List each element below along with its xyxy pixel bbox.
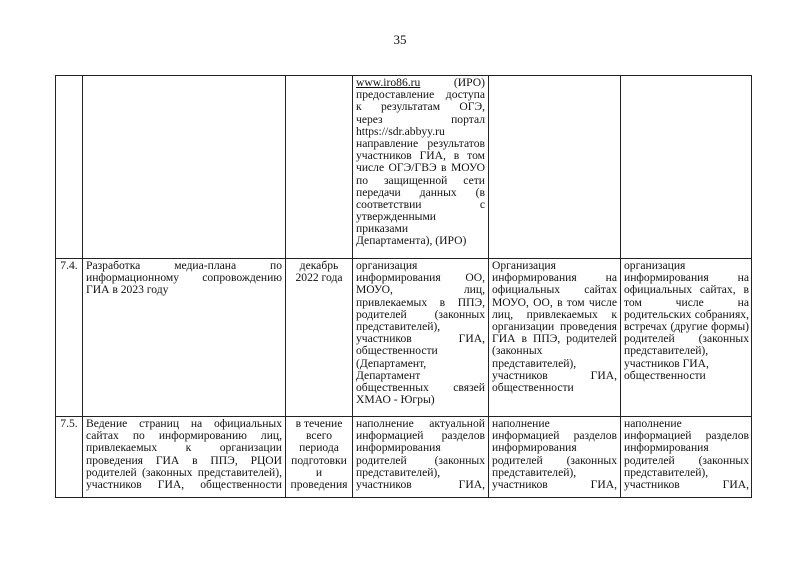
cell-line: по защищенной сети bbox=[356, 174, 485, 187]
column-border bbox=[488, 75, 489, 498]
cell-line: организация bbox=[624, 260, 686, 272]
activity-name-cell bbox=[86, 260, 282, 297]
cell-line: общественности bbox=[356, 345, 438, 358]
regional-level-cell bbox=[356, 418, 485, 491]
municipal-level-cell bbox=[492, 260, 617, 394]
row-border bbox=[55, 258, 752, 259]
cell-line: том числе на bbox=[624, 296, 749, 309]
cell-line: участников ГИА, в том bbox=[356, 150, 485, 163]
regional-level-cell bbox=[356, 260, 485, 406]
cell-line: информирования ОО, bbox=[356, 272, 485, 285]
cell-line: передачи данных (в bbox=[356, 186, 485, 199]
cell-line: проведения bbox=[290, 478, 348, 491]
cell-line: (законных bbox=[492, 345, 543, 358]
item-number-cell bbox=[59, 260, 79, 272]
page-number: 35 bbox=[393, 32, 407, 47]
cell-line: организация bbox=[356, 260, 418, 272]
cell-line: общественности bbox=[492, 381, 574, 394]
cell-line: родителей (законных bbox=[356, 454, 485, 467]
cell-line: привлекаемых к организации bbox=[86, 442, 282, 455]
cell-line: утвержденными bbox=[356, 211, 437, 224]
school-level-cell bbox=[624, 260, 749, 382]
regional-level-cell bbox=[356, 77, 485, 248]
cell-line: к результатам ОГЭ, bbox=[356, 101, 485, 114]
cell-line: Разработка медиа-плана по bbox=[86, 260, 282, 272]
iro-link[interactable]: www.iro86.ru bbox=[356, 77, 421, 89]
deadline-cell bbox=[289, 260, 349, 284]
cell-line: родителей (законных bbox=[356, 308, 485, 321]
cell-line: общественности bbox=[624, 369, 706, 382]
cell-line: ГИА в 2023 году bbox=[86, 284, 169, 297]
cell-line: информирования bbox=[624, 442, 709, 455]
cell-line: МОУО, лиц, bbox=[356, 284, 485, 297]
municipal-level-cell bbox=[492, 418, 617, 491]
cell-line: информационному сопровождению bbox=[86, 272, 282, 285]
cell-line: представителей), bbox=[624, 345, 709, 358]
cell-line: участников ГИА, bbox=[492, 369, 617, 382]
cell-line: представителей), bbox=[492, 357, 577, 370]
cell-line: ГИА в ППЭ, родителей bbox=[492, 333, 617, 346]
cell-line: официальных сайтах bbox=[492, 284, 617, 297]
item-number-cell bbox=[59, 418, 79, 430]
column-border bbox=[751, 75, 752, 498]
cell-line: (Департамент, bbox=[356, 357, 427, 370]
cell-line: www.iro86.ru (ИРО) bbox=[356, 77, 485, 89]
cell-line: через портал bbox=[356, 113, 485, 126]
row-border bbox=[55, 416, 752, 417]
cell-line: информирования на bbox=[492, 272, 617, 285]
cell-line: встречах (другие формы) bbox=[624, 320, 749, 333]
cell-line: информацией разделов bbox=[624, 430, 749, 443]
plan-table bbox=[55, 75, 752, 498]
activity-name-cell bbox=[86, 418, 282, 491]
cell-line: представителей), bbox=[356, 466, 441, 479]
cell-line: участников ГИА, bbox=[624, 478, 749, 491]
cell-line: официальных сайтах, в bbox=[624, 284, 749, 297]
cell-line: сайтах по информированию лиц, bbox=[86, 430, 282, 443]
cell-line: МОУО, ОО, в том числе bbox=[492, 296, 617, 309]
column-border bbox=[82, 75, 83, 498]
cell-line: информирования на bbox=[624, 272, 749, 285]
cell-line: представителей), bbox=[356, 320, 441, 333]
cell-line: информацией разделов bbox=[492, 430, 617, 443]
cell-line: родителей (законных bbox=[624, 333, 749, 346]
cell-line: родительских собраниях, bbox=[624, 308, 749, 321]
cell-line: периода bbox=[299, 442, 339, 455]
cell-line: представителей), bbox=[492, 466, 577, 479]
cell-line: представителей), bbox=[624, 466, 709, 479]
column-border bbox=[285, 75, 286, 498]
cell-line: всего bbox=[305, 430, 333, 443]
cell-line: родителей (законных bbox=[492, 454, 617, 467]
cell-line: в течение bbox=[295, 418, 343, 430]
column-border bbox=[620, 75, 621, 498]
cell-line: подготовки bbox=[291, 454, 347, 467]
cell-line: проведения ГИА в ППЭ, РЦОИ bbox=[86, 454, 282, 467]
cell-line: Организация bbox=[492, 260, 556, 272]
cell-line: участников ГИА, bbox=[356, 478, 485, 491]
cell-line: родителей (законных bbox=[624, 454, 749, 467]
cell-line: привлекаемых в ППЭ, bbox=[356, 296, 485, 309]
cell-line: 7.4. bbox=[60, 260, 78, 272]
cell-line: общественных связей bbox=[356, 381, 485, 394]
cell-line: наполнение bbox=[624, 418, 682, 430]
cell-line: участников ГИА, bbox=[492, 478, 617, 491]
cell-line: информирования bbox=[356, 442, 441, 455]
cell-line: приказами bbox=[356, 223, 409, 236]
cell-line: информацией разделов bbox=[356, 430, 485, 443]
cell-line: и bbox=[315, 466, 323, 479]
cell-line: https://sdr.abbyy.ru bbox=[356, 125, 445, 138]
cell-line: числе ОГЭ/ГВЭ в МОУО bbox=[356, 162, 485, 175]
cell-line: участников ГИА, bbox=[624, 357, 709, 370]
cell-line: информирования bbox=[492, 442, 577, 455]
cell-line: наполнение актуальной bbox=[356, 418, 485, 430]
cell-line: декабрь bbox=[299, 260, 339, 272]
cell-line: 7.5. bbox=[60, 418, 78, 430]
cell-line: родителей (законных представителей), bbox=[86, 466, 282, 479]
column-border bbox=[55, 75, 56, 498]
cell-line: наполнение bbox=[492, 418, 550, 430]
cell-line: участников ГИА, bbox=[356, 333, 485, 346]
cell-line: Ведение страниц на официальных bbox=[86, 418, 282, 430]
cell-line: лиц, привлекаемых к bbox=[492, 308, 617, 321]
cell-line: предоставление доступа bbox=[356, 89, 485, 102]
cell-line: Департамента), (ИРО) bbox=[356, 235, 467, 248]
cell-line: направление результатов bbox=[356, 137, 485, 150]
cell-line: 2022 года bbox=[295, 272, 343, 285]
cell-line: участников ГИА, общественности bbox=[86, 478, 282, 491]
school-level-cell bbox=[624, 418, 749, 491]
column-border bbox=[352, 75, 353, 498]
cell-line: Департамент bbox=[356, 369, 421, 382]
row-border bbox=[55, 75, 752, 76]
row-border bbox=[55, 497, 752, 498]
cell-line: соответствии с bbox=[356, 198, 485, 211]
cell-line: ХМАО - Югры) bbox=[356, 394, 435, 407]
deadline-cell bbox=[289, 418, 349, 491]
cell-line: организации проведения bbox=[492, 320, 617, 333]
